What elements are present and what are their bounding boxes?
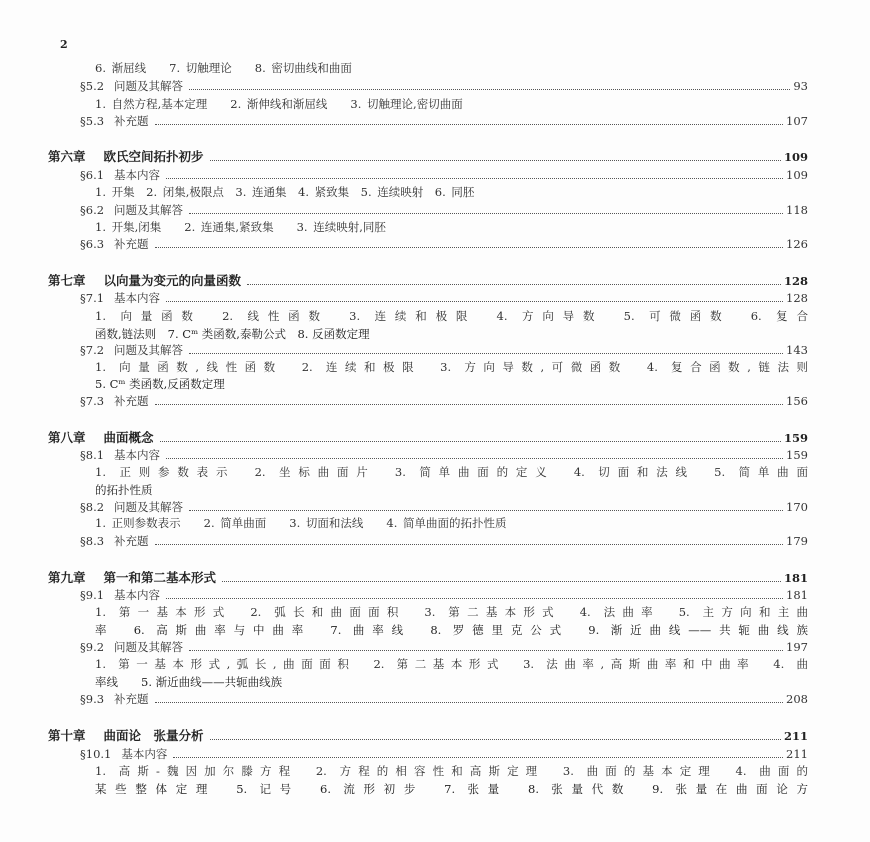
toc-entry-8-3[interactable] xyxy=(80,533,808,549)
toc-entry-8-2[interactable] xyxy=(80,499,808,515)
chapter-title: 欧氏空间拓扑初步 xyxy=(103,149,204,164)
topic-list-continued: 率 6. 高斯曲率与中曲率 7. 曲率线 8. 罗德里克公式 9. 渐近曲线——共轭曲线族 xyxy=(95,623,808,637)
toc-entry-8-1[interactable] xyxy=(80,447,808,463)
dot-leader xyxy=(189,352,783,354)
section-number: §9.3 xyxy=(80,692,105,706)
topic-list: 1. 正则参数表示 2. 简单曲面 3. 切面和法线 4. 简单曲面的拓扑性质 xyxy=(95,516,507,530)
page-ref: 128 xyxy=(786,291,808,305)
page-ref: 197 xyxy=(786,640,808,654)
page-ref: 181 xyxy=(783,571,808,585)
topic-list: 1. 开集,闭集 2. 连通集,紧致集 3. 连续映射,同胚 xyxy=(95,220,386,234)
chapter-title: 曲面论 张量分析 xyxy=(103,728,204,743)
page-ref: 109 xyxy=(783,150,808,164)
section-number: §10.1 xyxy=(80,747,112,761)
section-title: 问题及其解答 xyxy=(114,640,184,654)
dot-leader xyxy=(189,212,783,214)
topic-list: 1. 高斯-魏因加尔滕方程 2. 方程的相容性和高斯定理 3. 曲面的基本定理 4. 曲面的 xyxy=(95,764,808,778)
dot-leader xyxy=(166,457,783,459)
section-title: 问题及其解答 xyxy=(114,343,184,357)
page-ref: 211 xyxy=(786,747,808,761)
topic-list-continued: 某些整体定理 5. 记号 6. 流形初步 7. 张量 8. 张量代数 9. 张量在曲面论方 xyxy=(95,782,808,796)
toc-chapter-10[interactable] xyxy=(48,728,808,744)
section-title: 基本内容 xyxy=(121,747,168,761)
page-ref: 181 xyxy=(786,588,808,602)
section-title: 基本内容 xyxy=(114,588,161,602)
topic-list: 1. 开集 2. 闭集,极限点 3. 连通集 4. 紧致集 5. 连续映射 6. 同胚 xyxy=(95,185,475,199)
dot-leader xyxy=(222,580,781,582)
dot-leader xyxy=(155,543,784,545)
section-number: §5.2 xyxy=(80,79,105,93)
section-number: §8.1 xyxy=(80,448,105,462)
dot-leader xyxy=(166,597,783,599)
chapter-number: 第六章 xyxy=(48,149,86,164)
section-title: 基本内容 xyxy=(114,291,161,305)
dot-leader xyxy=(166,177,783,179)
toc-entry-5-3[interactable] xyxy=(80,113,808,129)
section-number: §9.2 xyxy=(80,640,105,654)
dot-leader xyxy=(210,738,781,740)
topic-list-continued: 函数,链法则 7. Cᵐ 类函数,泰勒公式 8. 反函数定理 xyxy=(95,327,370,341)
toc-entry-10-1[interactable] xyxy=(80,746,808,762)
page-number: 2 xyxy=(60,38,68,51)
toc-entry-7-1[interactable] xyxy=(80,290,808,306)
toc-chapter-7[interactable] xyxy=(48,273,808,289)
section-number: §9.1 xyxy=(80,588,105,602)
chapter-title: 曲面概念 xyxy=(103,430,154,445)
section-number: §6.3 xyxy=(80,237,105,251)
toc-chapter-8[interactable] xyxy=(48,430,808,446)
toc-chapter-9[interactable] xyxy=(48,570,808,586)
page-ref: 118 xyxy=(786,203,808,217)
toc-entry-6-3[interactable] xyxy=(80,236,808,252)
page-ref: 156 xyxy=(786,394,808,408)
toc-entry-6-2[interactable] xyxy=(80,202,808,218)
dot-leader xyxy=(247,283,781,285)
section-title: 问题及其解答 xyxy=(114,500,184,514)
page-ref: 159 xyxy=(786,448,808,462)
page-ref: 126 xyxy=(786,237,808,251)
section-number: §6.2 xyxy=(80,203,105,217)
section-number: §7.1 xyxy=(80,291,105,305)
topic-list-continued: 的拓扑性质 xyxy=(95,483,153,497)
topic-list: 1. 向量函数 2. 线性函数 3. 连续和极限 4. 方向导数 5. 可微函数 6. 复合 xyxy=(95,309,808,323)
section-number: §7.2 xyxy=(80,343,105,357)
dot-leader xyxy=(155,701,784,703)
dot-leader xyxy=(210,159,781,161)
dot-leader xyxy=(189,649,783,651)
topic-list: 6. 渐屈线 7. 切触理论 8. 密切曲线和曲面 xyxy=(95,61,352,75)
page-ref: 211 xyxy=(783,729,808,743)
topic-list: 1. 第一基本形式,弧长,曲面面积 2. 第二基本形式 3. 法曲率,高斯曲率和中曲率 4. 曲 xyxy=(95,657,808,671)
chapter-number: 第十章 xyxy=(48,728,86,743)
section-number: §7.3 xyxy=(80,394,105,408)
page-ref: 170 xyxy=(786,500,808,514)
toc-entry-9-1[interactable] xyxy=(80,587,808,603)
topic-list: 1. 向量函数,线性函数 2. 连续和极限 3. 方向导数,可微函数 4. 复合函数,链法则 xyxy=(95,360,808,374)
page-ref: 109 xyxy=(786,168,808,182)
section-title: 补充题 xyxy=(114,114,149,128)
page-ref: 143 xyxy=(786,343,808,357)
section-title: 补充题 xyxy=(114,692,149,706)
dot-leader xyxy=(155,246,784,248)
chapter-title: 第一和第二基本形式 xyxy=(103,570,217,585)
section-title: 问题及其解答 xyxy=(114,79,184,93)
topic-list: 1. 第一基本形式 2. 弧长和曲面面积 3. 第二基本形式 4. 法曲率 5. 主方向和主曲 xyxy=(95,605,808,619)
page-ref: 179 xyxy=(786,534,808,548)
dot-leader xyxy=(155,403,784,405)
chapter-number: 第九章 xyxy=(48,570,86,585)
toc-entry-7-2[interactable] xyxy=(80,342,808,358)
chapter-number: 第八章 xyxy=(48,430,86,445)
section-title: 补充题 xyxy=(114,534,149,548)
page-ref: 128 xyxy=(783,274,808,288)
topic-list: 1. 正则参数表示 2. 坐标曲面片 3. 简单曲面的定义 4. 切面和法线 5. 简单曲面 xyxy=(95,465,808,479)
toc-entry-5-2[interactable] xyxy=(80,78,808,94)
page-ref: 93 xyxy=(793,79,808,93)
toc-entry-6-1[interactable] xyxy=(80,167,808,183)
dot-leader xyxy=(189,509,783,511)
section-title: 补充题 xyxy=(114,394,149,408)
section-title: 补充题 xyxy=(114,237,149,251)
section-number: §8.3 xyxy=(80,534,105,548)
page-ref: 107 xyxy=(786,114,808,128)
section-number: §6.1 xyxy=(80,168,105,182)
dot-leader xyxy=(189,88,790,90)
section-number: §8.2 xyxy=(80,500,105,514)
topic-list-continued: 率线 5. 渐近曲线——共轭曲线族 xyxy=(95,675,283,689)
chapter-title: 以向量为变元的向量函数 xyxy=(103,273,242,288)
dot-leader xyxy=(155,123,784,125)
section-title: 问题及其解答 xyxy=(114,203,184,217)
topic-list-continued: 5. Cᵐ 类函数,反函数定理 xyxy=(95,377,225,391)
toc-chapter-6[interactable] xyxy=(48,149,808,165)
toc-entry-7-3[interactable] xyxy=(80,393,808,409)
toc-entry-9-2[interactable] xyxy=(80,639,808,655)
section-title: 基本内容 xyxy=(114,168,161,182)
chapter-number: 第七章 xyxy=(48,273,86,288)
toc-entry-9-3[interactable] xyxy=(80,691,808,707)
dot-leader xyxy=(166,300,783,302)
topic-list: 1. 自然方程,基本定理 2. 渐伸线和渐屈线 3. 切触理论,密切曲面 xyxy=(95,97,463,111)
page-ref: 159 xyxy=(783,431,808,445)
section-number: §5.3 xyxy=(80,114,105,128)
dot-leader xyxy=(160,440,781,442)
page-ref: 208 xyxy=(786,692,808,706)
section-title: 基本内容 xyxy=(114,448,161,462)
dot-leader xyxy=(173,756,783,758)
